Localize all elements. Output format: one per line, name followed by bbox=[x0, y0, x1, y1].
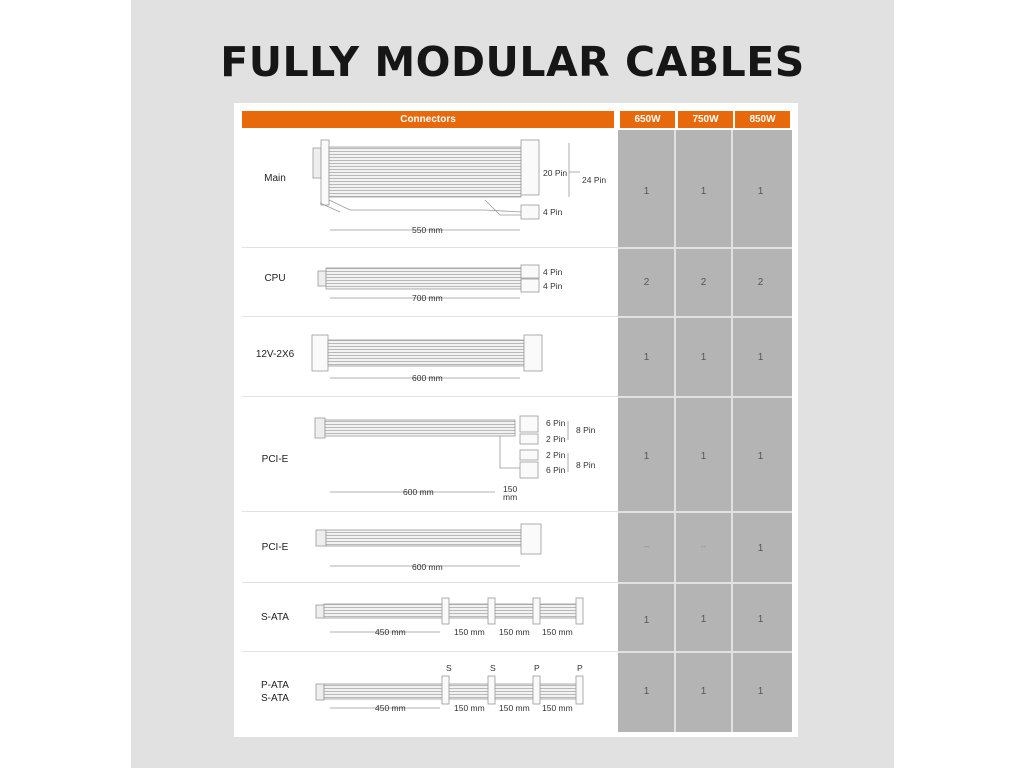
value-sata-750w: 1 bbox=[700, 614, 707, 625]
value-cpu-850w: 2 bbox=[757, 277, 764, 288]
header-750w: 750W bbox=[678, 111, 733, 128]
row-label-cpu: CPU bbox=[264, 273, 286, 284]
main-label-4pin: 4 Pin bbox=[543, 207, 563, 217]
header-850w: 850W bbox=[735, 111, 790, 128]
pata-seg-2: 150 mm bbox=[499, 703, 530, 713]
pata-seg-3: 150 mm bbox=[542, 703, 573, 713]
value-pcie1-750w: 1 bbox=[700, 451, 707, 462]
value-12v-650w: 1 bbox=[643, 352, 650, 363]
pata-seg-1: 150 mm bbox=[454, 703, 485, 713]
pcie-cable-2-drawing bbox=[316, 524, 541, 566]
pata-connector-s2: S bbox=[490, 663, 496, 673]
value-sata-850w: 1 bbox=[757, 614, 764, 625]
page-title: FULLY MODULAR CABLES bbox=[220, 38, 805, 86]
value-pcie1-650w: 1 bbox=[643, 451, 650, 462]
value-12v-850w: 1 bbox=[757, 352, 764, 363]
value-pcie2-650w: -- bbox=[643, 542, 650, 551]
value-main-650w: 1 bbox=[643, 186, 650, 197]
row-label-pcie-2: PCI-E bbox=[261, 542, 289, 553]
value-pcie1-850w: 1 bbox=[757, 451, 764, 462]
main-label-24pin: 24 Pin bbox=[582, 175, 607, 185]
value-pcie2-850w: 1 bbox=[757, 543, 764, 554]
sata-seg-2: 150 mm bbox=[499, 627, 530, 637]
pcie2-length: 600 mm bbox=[412, 562, 443, 572]
value-pata-850w: 1 bbox=[757, 686, 764, 697]
pcie1-label-2pin-b: 2 Pin bbox=[546, 450, 566, 460]
pcie1-label-8pin-b: 8 Pin bbox=[576, 460, 596, 470]
pata-length: 450 mm bbox=[375, 703, 406, 713]
12v-length: 600 mm bbox=[412, 373, 443, 383]
pcie-cable-1-drawing bbox=[315, 416, 568, 492]
row-label-pcie-1: PCI-E bbox=[261, 454, 289, 465]
value-12v-750w: 1 bbox=[700, 352, 707, 363]
value-pcie2-750w: -- bbox=[700, 542, 707, 551]
cpu-label-4pin-a: 4 Pin bbox=[543, 267, 563, 277]
value-pata-650w: 1 bbox=[643, 686, 650, 697]
pcie1-label-6pin-b: 6 Pin bbox=[546, 465, 566, 475]
sata-length: 450 mm bbox=[375, 627, 406, 637]
row-label-12v-2x6: 12V-2X6 bbox=[255, 349, 295, 360]
value-cpu-750w: 2 bbox=[700, 277, 707, 288]
cpu-label-4pin-b: 4 Pin bbox=[543, 281, 563, 291]
pcie1-length-extra-b: mm bbox=[503, 492, 518, 502]
pcie1-length: 600 mm bbox=[403, 487, 434, 497]
pcie1-label-8pin-a: 8 Pin bbox=[576, 425, 596, 435]
pcie1-label-6pin-a: 6 Pin bbox=[546, 418, 566, 428]
row-label-pata: P-ATA bbox=[261, 680, 289, 691]
sata-seg-1: 150 mm bbox=[454, 627, 485, 637]
pcie1-label-2pin-a: 2 Pin bbox=[546, 434, 566, 444]
row-label-sata: S-ATA bbox=[261, 612, 289, 623]
pata-connector-p2: P bbox=[577, 663, 583, 673]
main-label-20pin: 20 Pin bbox=[543, 168, 568, 178]
header-650w: 650W bbox=[620, 111, 675, 128]
cpu-length: 700 mm bbox=[412, 293, 443, 303]
row-label-sata-2: S-ATA bbox=[261, 693, 289, 704]
value-main-850w: 1 bbox=[757, 186, 764, 197]
pata-connector-p1: P bbox=[534, 663, 540, 673]
value-pata-750w: 1 bbox=[700, 686, 707, 697]
main-length: 550 mm bbox=[412, 225, 443, 235]
value-main-750w: 1 bbox=[700, 186, 707, 197]
value-cpu-650w: 2 bbox=[643, 277, 650, 288]
main-cable-drawing bbox=[313, 140, 580, 230]
pata-connector-s1: S bbox=[446, 663, 452, 673]
row-label-main: Main bbox=[264, 173, 286, 184]
pcie1-length-extra-a: 150 bbox=[503, 484, 518, 494]
12v-2x6-cable-drawing bbox=[312, 335, 542, 378]
header-connectors: Connectors bbox=[242, 111, 614, 128]
sata-seg-3: 150 mm bbox=[542, 627, 573, 637]
value-sata-650w: 1 bbox=[643, 615, 650, 626]
